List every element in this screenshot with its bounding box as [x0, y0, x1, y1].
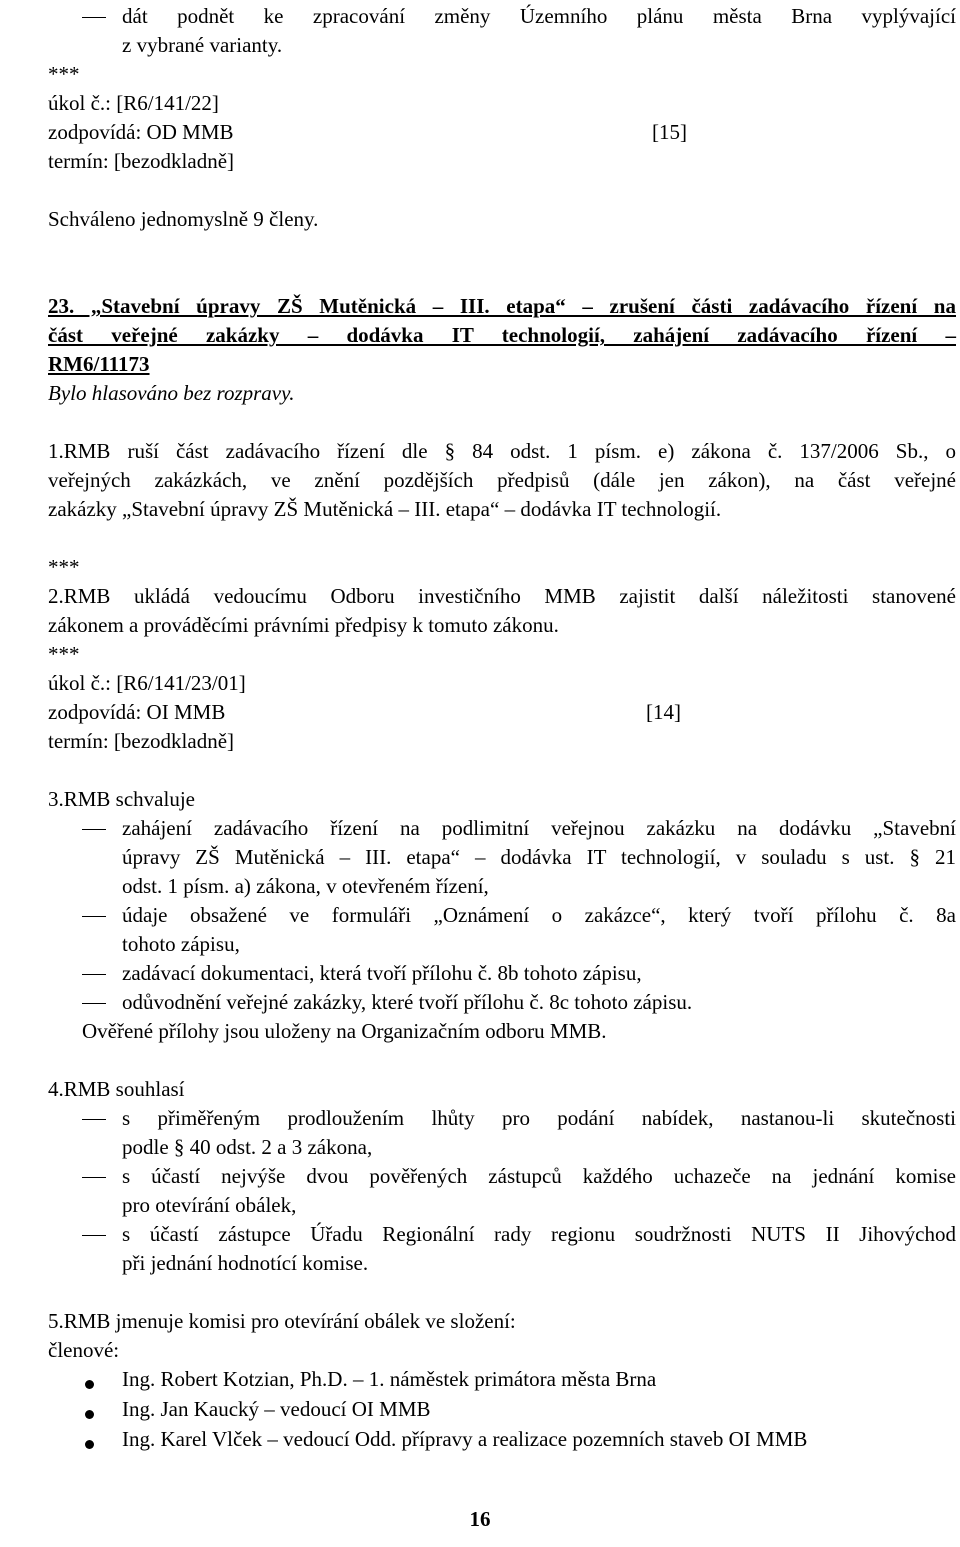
resolution-1-line3: zakázky „Stavební úpravy ZŠ Mutěnická – III. etapa“ – dodávka IT technologií.	[48, 497, 722, 521]
task-number: úkol č.: [R6/141/22]	[48, 91, 219, 115]
dash-bullet	[82, 1177, 106, 1178]
resolution-2-line2: zákonem a prováděcími právními předpisy k tomuto zákonu.	[48, 613, 559, 637]
voting-note: Bylo hlasováno bez rozpravy.	[48, 381, 295, 405]
member-item: Ing. Robert Kotzian, Ph.D. – 1. náměstek primátora města Brna	[122, 1367, 657, 1391]
bullet-dot	[85, 1410, 94, 1419]
dash-bullet	[82, 1235, 106, 1236]
section-heading-line1: 23. „Stavební úpravy ZŠ Mutěnická – III. etapa“ – zrušení části zadávacího řízení na	[48, 294, 956, 318]
resolution-1-line1: 1.RMB ruší část zadávacího řízení dle § 84 odst. 1 písm. e) zákona č. 137/2006 Sb., o	[48, 439, 956, 463]
dash-bullet	[82, 17, 106, 18]
list-item-line: zahájení zadávacího řízení na podlimitní veřejnou zakázku na dodávku „Stavební	[122, 816, 956, 840]
resolution-3-heading: 3.RMB schvaluje	[48, 787, 195, 811]
list-item-line: údaje obsažené ve formuláři „Oznámení o zakázce“, který tvoří přílohu č. 8a	[122, 903, 956, 927]
dash-bullet	[82, 974, 106, 975]
top-item-line1: dát podnět ke zpracování změny Územního plánu města Brna vyplývající	[122, 4, 956, 28]
list-item-line: tohoto zápisu,	[122, 932, 240, 956]
dash-bullet	[82, 829, 106, 830]
bullet-dot	[85, 1440, 94, 1449]
top-item-line2: z vybrané varianty.	[122, 33, 283, 57]
reference-number: [14]	[646, 700, 681, 724]
reference-number: [15]	[652, 120, 687, 144]
resolution-1-line2: veřejných zakázkách, ve znění pozdějších předpisů (dále jen zákon), na část veřejné	[48, 468, 956, 492]
list-item-line: při jednání hodnotící komise.	[122, 1251, 369, 1275]
task-number: úkol č.: [R6/141/23/01]	[48, 671, 246, 695]
responsible: zodpovídá: OI MMB	[48, 700, 226, 724]
member-item: Ing. Jan Kaucký – vedoucí OI MMB	[122, 1397, 431, 1421]
dash-bullet	[82, 1003, 106, 1004]
resolution-4-heading: 4.RMB souhlasí	[48, 1077, 185, 1101]
attachments-note: Ověřené přílohy jsou uloženy na Organizačním odboru MMB.	[82, 1019, 607, 1043]
separator-stars: ***	[48, 555, 80, 579]
section-heading-line3: RM6/11173	[48, 352, 150, 376]
responsible: zodpovídá: OD MMB	[48, 120, 234, 144]
list-item-line: odůvodnění veřejné zakázky, které tvoří přílohu č. 8c tohoto zápisu.	[122, 990, 693, 1014]
page-number: 16	[469, 1507, 491, 1531]
dash-bullet	[82, 1119, 106, 1120]
approval-note: Schváleno jednomyslně 9 členy.	[48, 207, 319, 231]
dash-bullet	[82, 916, 106, 917]
list-item-line: s účastí nejvýše dvou pověřených zástupců každého uchazeče na jednání komise	[122, 1164, 956, 1188]
list-item-line: úpravy ZŠ Mutěnická – III. etapa“ – dodávka IT technologií, v souladu s ust. § 21	[122, 845, 956, 869]
list-item-line: s účastí zástupce Úřadu Regionální rady regionu soudržnosti NUTS II Jihovýchod	[122, 1222, 956, 1246]
section-heading-line2: část veřejné zakázky – dodávka IT technologií, zahájení zadávacího řízení –	[48, 323, 956, 347]
list-item-line: podle § 40 odst. 2 a 3 zákona,	[122, 1135, 373, 1159]
list-item-line: odst. 1 písm. a) zákona, v otevřeném řízení,	[122, 874, 489, 898]
members-label: členové:	[48, 1338, 120, 1362]
separator-stars: ***	[48, 62, 80, 86]
separator-stars: ***	[48, 642, 80, 666]
resolution-5-heading: 5.RMB jmenuje komisi pro otevírání obálek ve složení:	[48, 1309, 516, 1333]
deadline: termín: [bezodkladně]	[48, 729, 235, 753]
list-item-line: zadávací dokumentaci, která tvoří přílohu č. 8b tohoto zápisu,	[122, 961, 642, 985]
member-item: Ing. Karel Vlček – vedoucí Odd. přípravy a realizace pozemních staveb OI MMB	[122, 1427, 808, 1451]
list-item-line: s přiměřeným prodloužením lhůty pro podání nabídek, nastanou-li skutečnosti	[122, 1106, 956, 1130]
deadline: termín: [bezodkladně]	[48, 149, 235, 173]
resolution-2-line1: 2.RMB ukládá vedoucímu Odboru investičního MMB zajistit další náležitosti stanovené	[48, 584, 956, 608]
list-item-line: pro otevírání obálek,	[122, 1193, 297, 1217]
bullet-dot	[85, 1380, 94, 1389]
